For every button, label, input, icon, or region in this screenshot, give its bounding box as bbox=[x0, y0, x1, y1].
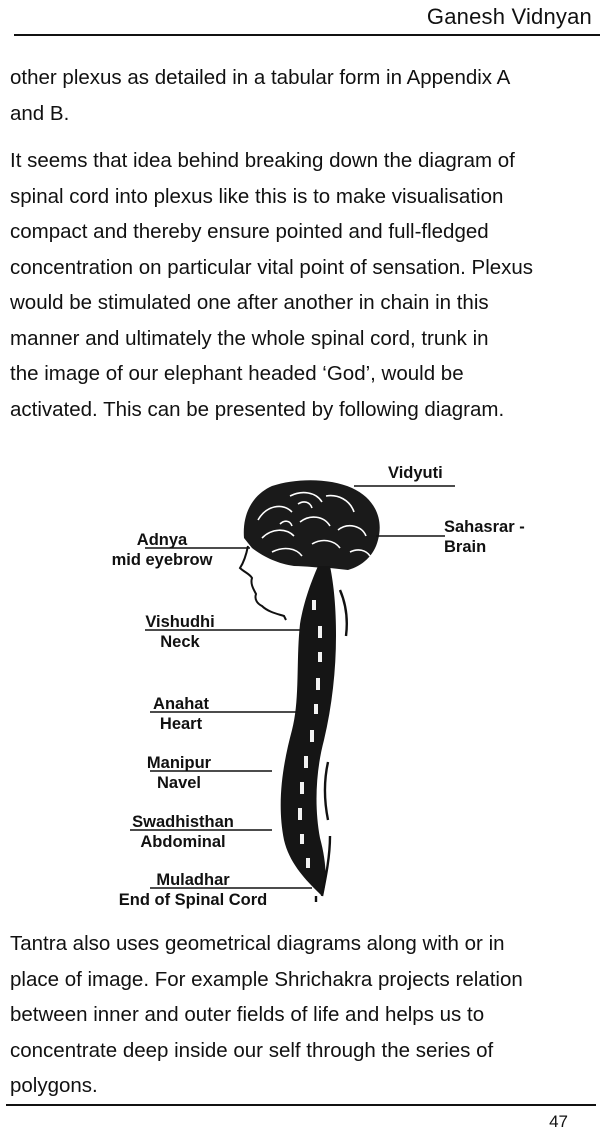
label-swadhisthan: Swadhisthan Abdominal bbox=[132, 813, 234, 851]
text-line: other plexus as detailed in a tabular form in Appendix A bbox=[10, 66, 511, 89]
footer-rule bbox=[6, 1104, 596, 1106]
running-header: Ganesh Vidnyan bbox=[426, 4, 592, 29]
text-line: between inner and outer fields of life and helps us to bbox=[10, 1003, 485, 1026]
text-line: concentration on particular vital point of sensation. Plexus bbox=[10, 255, 534, 279]
text-line: compact and thereby ensure pointed and full-fledged bbox=[10, 220, 489, 243]
text-line: It seems that idea behind breaking down the diagram of bbox=[10, 149, 515, 172]
label-anahat: Anahat Heart bbox=[153, 695, 209, 733]
label-vishudhi: Vishudhi Neck bbox=[145, 613, 215, 651]
text-line: the image of our elephant headed ‘God’, would be bbox=[10, 362, 464, 385]
label-muladhar: Muladhar End of Spinal Cord bbox=[118, 871, 268, 909]
text-line: concentrate deep inside our self through the series of bbox=[10, 1038, 494, 1062]
text-line: polygons. bbox=[10, 1074, 98, 1097]
page-number: 47 bbox=[549, 1112, 568, 1131]
text-line: place of image. For example Shrichakra projects relation bbox=[10, 967, 523, 991]
paragraph-3 bbox=[10, 926, 598, 1104]
label-vidyuti: Vidyuti bbox=[388, 464, 443, 482]
text-line: and B. bbox=[10, 101, 70, 125]
label-manipur: Manipur Navel bbox=[146, 754, 212, 792]
text-line: activated. This can be presented by following diagram. bbox=[10, 397, 505, 421]
neck-spine bbox=[281, 566, 336, 896]
text-line: spinal cord into plexus like this is to make visualisation bbox=[10, 184, 504, 208]
text-line: would be stimulated one after another in chain in this bbox=[10, 291, 489, 314]
label-sahasrar: Sahasrar - Brain bbox=[444, 518, 525, 556]
label-adnya: Adnya mid eyebrow bbox=[111, 531, 213, 569]
text-line: Tantra also uses geometrical diagrams along with or in bbox=[10, 932, 505, 955]
text-line: manner and ultimately the whole spinal cord, trunk in bbox=[10, 326, 489, 350]
